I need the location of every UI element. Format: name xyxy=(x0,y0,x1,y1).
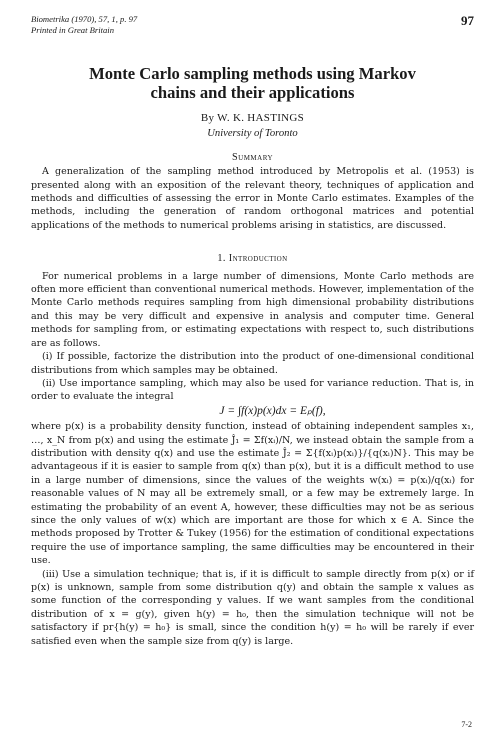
running-head xyxy=(31,14,474,42)
intro-paragraph-simulation: (iii) Use a simulation technique; that is, if it is difficult to sample directly from p(x) or if p(x) is unknown, sample from some distribution q(y) and obtain the sample x values as some function of the corresponding y values. If we want samples from the conditional distribution of x = g(y), given h(y) = h₀, then the simulation technique will not be satisfactory if pr{h(y) = h₀} is small, since the condition h(y) = h₀ will be rarely if ever satisfied even when the sample size from q(y) is large. xyxy=(31,568,474,647)
title-line-2: chains and their applications xyxy=(150,83,355,102)
intro-paragraph-estimates: where p(x) is a probability density function, instead of obtaining independent samples x₁, …, x_N from p(x) and using the estimate Ĵ₁ = Σf(xᵢ)/N, we instead obtain the sample from a distribution with density q(x) and use the estimate Ĵ₂ = Σ{f(xᵢ)p(xᵢ)}/{q(xᵢ)N}. This may be advantageous if it is easier to sample from q(x) than p(x), but it is a difficult method to use in a large number of dimensions, since the values of the weights w(xᵢ) = p(xᵢ)/q(xᵢ) for reasonable values of N may all be extremely small, or a few may be extremely large. In estimating the probability of an event A, however, these difficulties may not be as serious since the only values of w(x) which are important are those for which x ∈ A. Since the methods proposed by Trotter & Tukey (1956) for the estimation of conditional expectations require the use of importance sampling, the same difficulties may be encountered in their use. xyxy=(31,421,474,567)
title-line-1: Monte Carlo sampling methods using Markov xyxy=(89,64,416,83)
section-heading-introduction: 1. Introduction xyxy=(217,253,288,265)
page-number: 97 xyxy=(461,13,474,28)
intro-paragraph-importance-sampling: (ii) Use importance sampling, which may also be used for variance reduction. That is, in order to evaluate the integral xyxy=(31,377,474,403)
journal-citation: Biometrika (1970), 57, 1, p. 97 xyxy=(31,14,138,24)
author-affiliation: University of Toronto xyxy=(207,128,298,140)
summary-text: A generalization of the sampling method introduced by Metropolis et al. (1953) is presented along with an exposition of the relevant theory, techniques of application and methods and difficulties of assessing the error in Monte Carlo estimates. Examples of the methods, including the generation of random orthogonal matrices and potential applications of the methods to numerical problems arising in statistics, are discussed. xyxy=(31,166,474,231)
author-line: By W. K. HASTINGS xyxy=(200,112,305,124)
intro-paragraph-1: For numerical problems in a large number of dimensions, Monte Carlo methods are often more efficient than conventional numerical methods. However, implementation of the Monte Carlo methods requires sampling from high dimensional probability distributions and this may be very difficult and expensive in analysis and computer time. General methods for sampling from, or estimating expectations with respect to, such distributions are as follows. xyxy=(31,270,474,349)
article-title xyxy=(31,64,474,102)
signature-mark: 7-2 xyxy=(461,719,472,729)
intro-paragraph-factorize: (i) If possible, factorize the distribution into the product of one-dimensional conditional distributions from which samples may be obtained. xyxy=(31,351,474,376)
printed-in-note: Printed in Great Britain xyxy=(31,25,114,35)
integral-equation: J = ∫f(x)p(x)dx = Eₚ(f), xyxy=(219,404,326,417)
summary-heading: Summary xyxy=(231,151,274,163)
